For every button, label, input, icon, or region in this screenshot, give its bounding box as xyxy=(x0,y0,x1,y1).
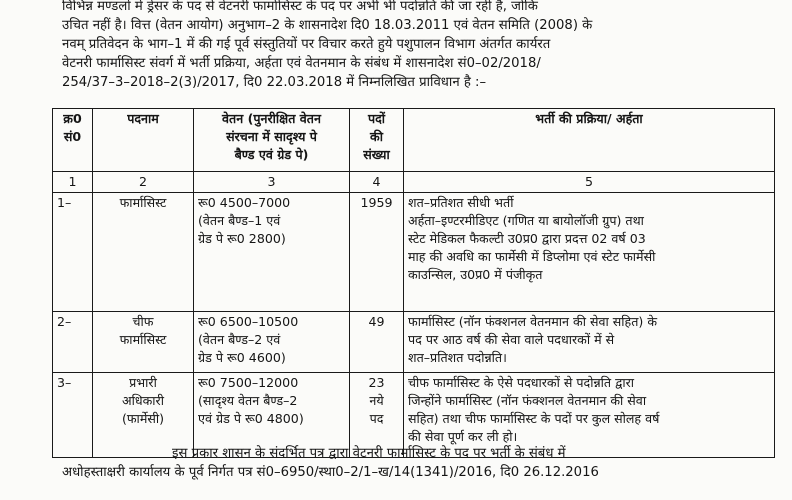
intro-line: 254/37–3–2018–2(3)/2017, दि0 22.03.2018 में निम्नलिखित प्राविधान है :– xyxy=(62,75,487,90)
row-count: 1959 xyxy=(350,193,404,312)
column-number: 1 xyxy=(53,172,93,193)
row-pay: रू0 4500–7000 (वेतन बैण्ड–1 एवं ग्रेड पे रू0 2800) xyxy=(194,193,350,312)
row-serial: 1– xyxy=(53,193,93,312)
row-pay: रू0 6500–10500 (वेतन बैण्ड–2 एवं ग्रेड पे रू0 4600) xyxy=(194,312,350,373)
outro-line: अधोहस्ताक्षरी कार्यालय के पूर्व निर्गत पत्र सं0–6950/स्था0–2/1–ख/14(1341)/2016, दि0 26.12.2016 xyxy=(62,465,599,480)
row-pay: रू0 7500–12000 (सादृश्य वेतन बैण्ड–2 एवं ग्रेड पे रू0 4800) xyxy=(194,373,350,458)
column-number: 2 xyxy=(93,172,194,193)
table-row xyxy=(53,193,775,312)
table-header-row xyxy=(53,109,775,172)
row-process: शत–प्रतिशत सीधी भर्ती अर्हता–इण्टरमीडिएट (गणित या बायोलॉजी ग्रुप) तथा स्टेट मेडिकल फैकल्टी उ0प्र0 द्वारा प्रदत्त 02 वर्ष 03 माह की अवधि का फार्मेसी में डिप्लोमा एवं स्टेट फार्मेसी काउन्सिल, उ0प्र0 में पंजीकृत xyxy=(404,193,775,312)
column-number: 4 xyxy=(350,172,404,193)
row-serial: 2– xyxy=(53,312,93,373)
header-pay: वेतन (पुनरीक्षित वेतन संरचना में सादृश्य पे बैण्ड एवं ग्रेड पे) xyxy=(194,109,350,172)
intro-line: उचित नहीं है। वित्त (वेतन आयोग) अनुभाग–2 के शासनादेश दि0 18.03.2011 एवं वेतन समिति (2008) के xyxy=(62,18,593,33)
header-post: पदनाम xyxy=(93,109,194,172)
row-serial: 3– xyxy=(53,373,93,458)
header-process: भर्ती की प्रक्रिया/ अर्हता xyxy=(404,109,775,172)
table-row xyxy=(53,312,775,373)
column-number-row xyxy=(53,172,775,193)
row-count: 49 xyxy=(350,312,404,373)
row-post: फार्मासिस्ट xyxy=(93,193,194,312)
row-process: फार्मासिस्ट (नॉन फंक्शनल वेतनमान की सेवा सहित) के पद पर आठ वर्ष की सेवा वाले पदधारकों में से शत–प्रतिशत पदोन्नति। xyxy=(404,312,775,373)
row-process: चीफ फार्मासिस्ट के ऐसे पदधारकों से पदोन्नति द्वारा जिन्होंने फार्मासिस्ट (नॉन फंक्शनल वेतनमान की सेवा सहित) तथा चीफ फार्मासिस्ट के पदों पर कुल सोलह वर्ष की सेवा पूर्ण कर ली हो। xyxy=(404,373,775,458)
recruitment-table xyxy=(52,108,775,458)
header-count: पदों की संख्या xyxy=(350,109,404,172)
row-post: चीफ फार्मासिस्ट xyxy=(93,312,194,373)
intro-line: विभिन्न मण्डलों में ड्रेसर के पद से वेटनरी फार्मासिस्ट के पद पर अभी भी पदोन्नति की जा रही है, जोकि xyxy=(62,0,538,14)
row-post: प्रभारी अधिकारी (फार्मेसी) xyxy=(93,373,194,458)
column-number: 5 xyxy=(404,172,775,193)
intro-paragraph xyxy=(62,0,774,92)
outro-line: इस प्रकार शासन के संदर्भित पत्र द्वारा वेटनरी फार्मासिस्ट के पद पर भर्ती के संबंध में xyxy=(172,446,566,461)
column-number: 3 xyxy=(194,172,350,193)
intro-line: वेटनरी फार्मासिस्ट संवर्ग में भर्ती प्रक्रिया, अर्हता एवं वेतनमान के संबंध में शासनादेश सं0–02/2018/ xyxy=(62,56,541,71)
row-count: 23 नये पद xyxy=(350,373,404,458)
header-serial: क्र0 सं0 xyxy=(53,109,93,172)
outro-paragraph xyxy=(62,444,774,482)
intro-line: नवम् प्रतिवेदन के भाग–1 में की गई पूर्व संस्तुतियों पर विचार करते हुये पशुपालन विभाग अंतर्गत कार्यरत xyxy=(62,37,551,52)
